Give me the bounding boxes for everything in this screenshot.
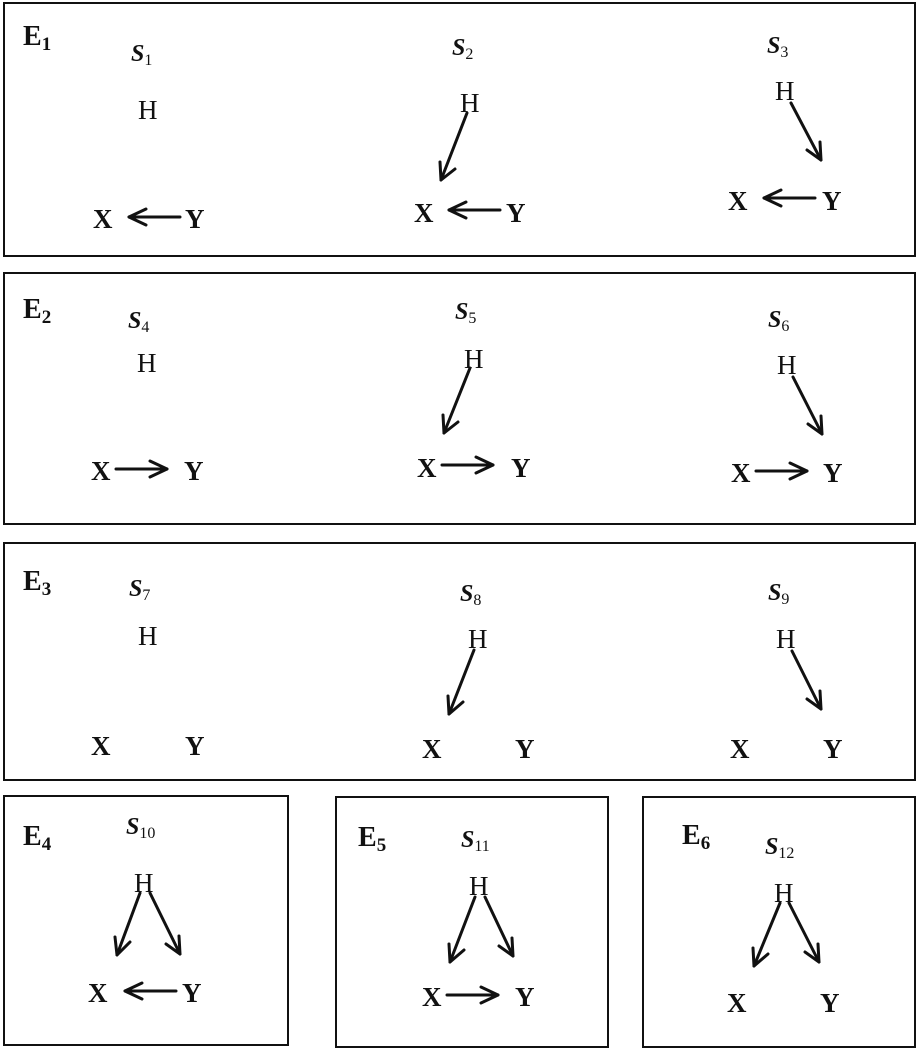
group-label-e3: $E_3$ <box>23 566 52 600</box>
node-x-s2: X <box>414 198 434 228</box>
structure-label-s10: $S_{10}$ <box>126 814 156 842</box>
node-y-s3: Y <box>822 186 842 216</box>
node-h-s12: H <box>774 878 794 908</box>
group-label-e6: $E_6$ <box>682 820 711 854</box>
node-y-s11: Y <box>515 982 535 1012</box>
node-y-s2: Y <box>506 198 526 228</box>
node-y-s9: Y <box>823 734 843 764</box>
group-label-e1: $E_1$ <box>23 21 52 55</box>
structure-label-s2: $S_2$ <box>452 35 474 63</box>
node-y-s5: Y <box>511 453 531 483</box>
group-label-e5: $E_5$ <box>358 822 387 856</box>
node-h-s2: H <box>460 88 480 118</box>
node-h-s7: H <box>138 621 158 651</box>
structure-label-s12: $S_{12}$ <box>765 834 795 862</box>
node-x-s11: X <box>422 982 442 1012</box>
node-h-s1: H <box>138 95 158 125</box>
group-label-e2: $E_2$ <box>23 294 52 328</box>
structure-label-s7: $S_7$ <box>129 576 151 604</box>
node-y-s6: Y <box>823 458 843 488</box>
node-y-s7: Y <box>185 731 205 761</box>
node-h-s5: H <box>464 344 484 374</box>
node-y-s1: Y <box>185 204 205 234</box>
node-x-s9: X <box>730 734 750 764</box>
node-x-s12: X <box>727 988 747 1018</box>
node-h-s10: H <box>134 868 154 898</box>
structure-label-s8: $S_8$ <box>460 581 482 609</box>
node-x-s5: X <box>417 453 437 483</box>
structure-label-s3: $S_3$ <box>767 33 789 61</box>
node-y-s4: Y <box>184 456 204 486</box>
node-h-s8: H <box>468 624 488 654</box>
node-x-s4: X <box>91 456 111 486</box>
node-y-s8: Y <box>515 734 535 764</box>
node-h-s6: H <box>777 350 797 380</box>
node-h-s9: H <box>776 624 796 654</box>
structure-label-s4: $S_4$ <box>128 308 150 336</box>
node-y-s10: Y <box>182 978 202 1008</box>
structure-label-s1: $S_1$ <box>131 41 153 69</box>
group-label-e4: $E_4$ <box>23 821 52 855</box>
node-x-s3: X <box>728 186 748 216</box>
node-x-s1: X <box>93 204 113 234</box>
node-h-s4: H <box>137 348 157 378</box>
structure-label-s9: $S_9$ <box>768 580 790 608</box>
node-x-s8: X <box>422 734 442 764</box>
node-x-s6: X <box>731 458 751 488</box>
node-h-s3: H <box>775 76 795 106</box>
structure-label-s6: $S_6$ <box>768 307 790 335</box>
node-x-s10: X <box>88 978 108 1008</box>
structure-label-s11: $S_{11}$ <box>461 827 490 855</box>
node-x-s7: X <box>91 731 111 761</box>
structure-label-s5: $S_5$ <box>455 299 477 327</box>
node-h-s11: H <box>469 871 489 901</box>
node-y-s12: Y <box>820 988 840 1018</box>
